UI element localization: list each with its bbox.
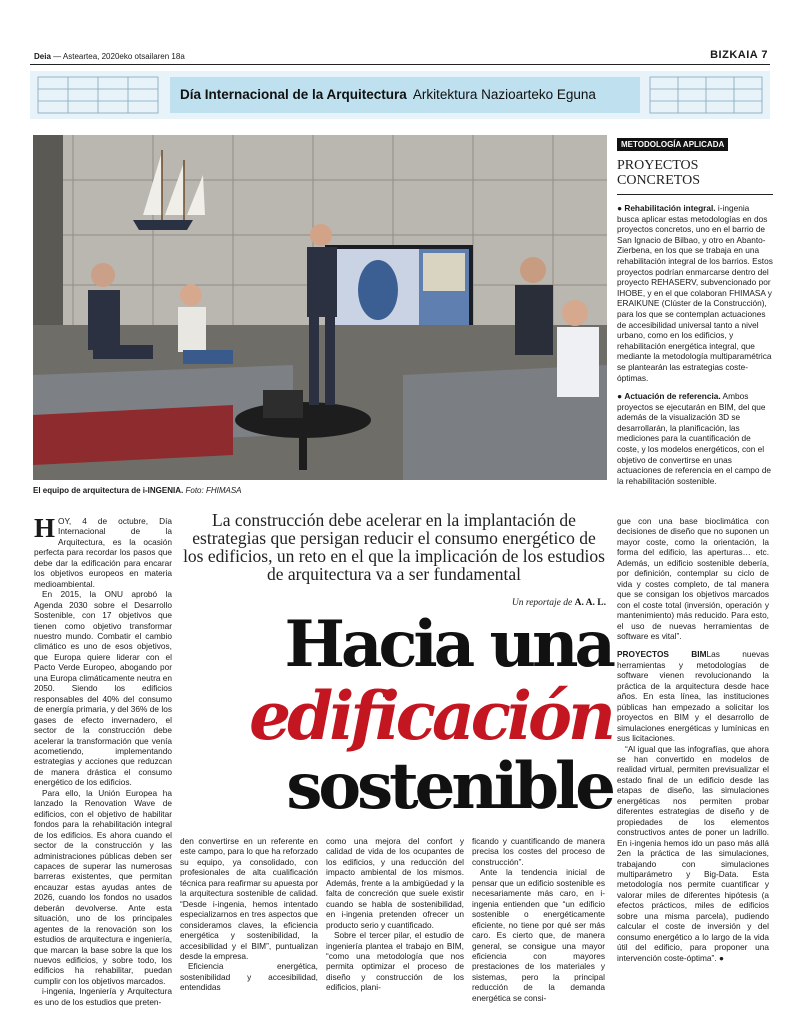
byline-prefix: Un reportaje de: [511, 598, 575, 608]
dateline: — Asteartea, 2020eko otsailaren 18a: [50, 52, 185, 61]
body-paragraph: Para ello, la Unión Europea ha lanzado la Renovation Wave de edificios, con el objetivo de habilitar fondos para la rehabilitación integral de los edificios. Es ahora cuando el sector de la construcción y las administraciones públicas deben ser capaces de superar las numerosas barreras existentes, que permitan encauzar estas ayudas antes de 2026, cuando los fondos no usados deberán devolverse. Ante esta situación, uno de los principales agentes de la renovación son los estudios de arquitectura e ingeniería, que marcan la base sobre la que los nuevos edificios, y sobre todo, los edificios ha rehabilitar, puedan cumplir con los objetivos marcados.: [34, 787, 172, 986]
sidebar-item: ● Rehabilitación integral. i-ingenia busca aplicar estas metodologías en dos proyectos concretos, uno en el barrio de San Ignacio de Bilbao, y otro en Abanto-Zierbena, en los que se trabaja en una rehabilitación integral de los barrios. Estos proyectos podrían enmarcarse dentro del proyecto REHASERV, subvencionado por IHOBE, y en el que colaboran FHIMASA y ERAIKUNE (Clúster de la Construcción), para los que se contemplan actuaciones de accesibilidad universal tanto a nivel urbano, como en los edificios, y rehabilitación energética integral, que mediante la metodología multiparamétrica se plantearán las estrategias coste-óptimas.: [617, 203, 773, 383]
body-paragraph-text: Las nuevas herramientas y metodologías de software vienen revolucionando la práctica de la arquitectura desde hace años. En esta línea, las instituciones públicas han empezado a solicitar los proyectos en BIM y el desarrollo de simulaciones energéticas y lumínicas en sus licitaciones.: [617, 649, 769, 744]
body-paragraph-text: “Al igual que las infografías, que ahora se han convertido en modelos de realidad virtual, permiten previsualizar el estado final de un edificio desde las etapas de diseño, las simulaciones energéticas nos permiten probar diferentes estrategias de diseño y de propiedades de los elementos constructivos antes de poner un ladrillo. En i-ingenia hemos ido un paso más allá 2en la práctica de las simulaciones, trabajando con simulaciones multiparámetro y Big-Data. Esta metodología nos permite cuantificar y valorar miles de diferentes hipótesis (a efectos prácticos, miles de edificios sobre una misma parcela), pudiendo calcular el coste de inversión y del consumo energético a lo largo de la vida útil del edificio, para proponer una intervención coste-óptima”.: [617, 743, 769, 963]
team-photo: [33, 135, 607, 480]
body-paragraph: [34, 513, 172, 589]
headline-line-2: edificación: [249, 677, 612, 755]
sidebar-item-text: i-ingenia busca aplicar estas metodologías en dos proyectos concretos, uno en el barrio de San Ignacio de Bilbao, y otro en Abanto-Zierbena, en los que se trabaja en una rehabilitación integral de los barrios. Estos proyectos podrían enmarcarse dentro del proyecto REHASERV, subvencionado por IHOBE, y en el que colaboran FHIMASA y ERAIKUNE (Clúster de la Construcción), para los que se contemplan actuaciones de accesibilidad universal tanto a nivel urbano, como en los edificios, y rehabilitación energética integral, que mediante la metodología multiparamétrica se plantearán las estrategias coste-óptimas.: [617, 203, 773, 383]
headline-line-3: sostenible: [286, 749, 612, 824]
body-paragraph: [617, 649, 769, 743]
banner-title: [180, 87, 596, 102]
folio-line: [34, 52, 185, 61]
body-paragraph: Ante la tendencia inicial de pensar que un edificio sostenible es necesariamente más caro, en i-ingenia entienden que “un edificio sostenible o energéticamente eficiente, no tiene por qué ser más caro. Es cierto que, de manera general, se consigue una mayor eficiencia con mayores prestaciones de los materiales y sistemas, pero la principal reducción de la demanda energética se consi-: [472, 867, 605, 1003]
body-paragraph: ficando y cuantificando de manera precisa los costes del proceso de construcción”.: [472, 836, 605, 867]
section-kicker: PROYECTOS BIM: [617, 649, 707, 660]
body-paragraph: como una mejora del confort y calidad de vida de los ocupantes de los edificios, y una reducción del impacto ambiental de los mismos. Además, frente a la ambigüedad y la falta de concreción que suele existir cuando se habla de sostenibilidad, en i-ingenia pretenden ofrecer un producto serio y cuantificado.: [326, 836, 464, 930]
article-column-3: [326, 836, 464, 993]
article-column-5: [617, 516, 769, 963]
caption-text: El equipo de arquitectura de i-INGENIA.: [33, 486, 184, 495]
section-label: [710, 49, 768, 61]
end-mark: ●: [716, 952, 724, 963]
article-subhead: La construcción debe acelerar en la implantación de estrategias que persigan reducir el consumo energético de los edificios, un reto en el que la implicación de los estudios de arquitectura va a ser fundamental: [183, 510, 605, 584]
body-paragraph: En 2015, la ONU aprobó la Agenda 2030 sobre el Desarrollo Sostenible, con 17 objetivos que tienen como objetivo transformar nuestro mundo. Combatir el cambio climático es uno de esos objetivos, que Europa quiere liderar con el Pacto Verde Europeo, abogando por una Europa climáticamente neutra en 2050. Siendo los edificios responsables del 40% del consumo de energía primaria, y del 36% de los gases de efecto invernadero, el sector de la construcción debe acelerar la transformación que venía acometiendo, implementando estrategias y acciones que reduzcan de manera drástica el consumo energético de los edificios.: [34, 589, 172, 788]
drop-cap: H: [34, 513, 57, 543]
photo-caption: [33, 486, 242, 495]
body-paragraph: Eficiencia energética, sostenibilidad y accesibilidad, entendidas: [180, 961, 318, 993]
sidebar-item-lead: Rehabilitación integral.: [624, 203, 716, 213]
photo-credit: Foto: FHIMASA: [185, 486, 242, 495]
sidebar-tag: METODOLOGÍA APLICADA: [617, 138, 728, 151]
section-name: BIZKAIA: [710, 49, 758, 61]
page-number: 7: [761, 49, 768, 61]
sidebar-item-lead: Actuación de referencia.: [624, 391, 721, 402]
body-paragraph: i-ingenia, Ingeniería y Arquitectura es uno de los estudios que preten-: [34, 986, 172, 1007]
article-column-1: [34, 513, 172, 1007]
body-paragraph: den convertirse en un referente en este campo, para lo que ha reforzado su equipo, ya consolidado, con profesionales de alta cualificación técnica para reafirmar su apuesta por la arquitectura sostenible de calidad. “Desde i-ingenia, hemos intentado especializarnos en tres aspectos que consideramos claves, la eficiencia energética y sostenibilidad, la accesibilidad y el BIM”, puntualizan desde la empresa.: [180, 836, 318, 961]
banner-title-es: Día Internacional de la Arquitectura: [180, 87, 407, 102]
body-paragraph: [617, 744, 769, 964]
body-paragraph-text: OY, 4 de octubre, Día Internacional de la Arquitectura, es la ocasión perfecta para recordar los pasos que debe dar la edificación para encarar los objetivos europeos en materia medioambiental.: [34, 516, 172, 589]
headline-line-1: Hacia una: [284, 607, 612, 682]
sidebar-box: [617, 134, 773, 486]
banner-title-eu: Arkitektura Nazioarteko Eguna: [412, 87, 596, 102]
special-banner: [30, 71, 770, 119]
sidebar-item: ● Actuación de referencia. Ambos proyectos se ejecutarán en BIM, del que además de la visualización 3D se desarrollarán, la planificación, las mediciones para la cuantificación de coste, y los modelos energéticos, con el objetivo de convertirse en unas actuaciones de referencia en el campo de la rehabilitación sostenible.: [617, 391, 772, 486]
publication-name: Deia: [34, 52, 51, 61]
sidebar-title: PROYECTOS CONCRETOS: [617, 158, 773, 195]
article-column-2: [180, 836, 318, 993]
header-rule: [30, 64, 770, 65]
body-paragraph: gue con una base bioclimática con decisiones de diseño que no suponen un mayor coste, como la orientación, la forma del edificio, las aperturas… etc. Además, un edificio sostenible debería, por definición, contemplar su ciclo de vida y costes completo, de tal manera que se consigan los objetivos marcados con el coste total (inversión, operación y mantenimiento) más reducido. Para esto, el uso de nuevas herramientas de software es vital”.: [617, 516, 769, 641]
body-paragraph: Sobre el tercer pilar, el estudio de ingeniería plantea el trabajo en BIM, “como una metodología que nos permita optimizar el proceso de diseño y construcción de los edificios, plani-: [326, 930, 464, 993]
team-photo-illustration: [33, 135, 607, 480]
sidebar-item-text: Ambos proyectos se ejecutarán en BIM, del que además de la visualización 3D se desarrollarán, la planificación, las mediciones para la cuantificación de coste, y los modelos energéticos, con el objetivo de convertirse en unas actuaciones de referencia en el campo de la rehabilitación sostenible.: [617, 391, 772, 486]
article-column-4: [472, 836, 605, 1003]
byline-author: A. A. L.: [574, 598, 606, 608]
